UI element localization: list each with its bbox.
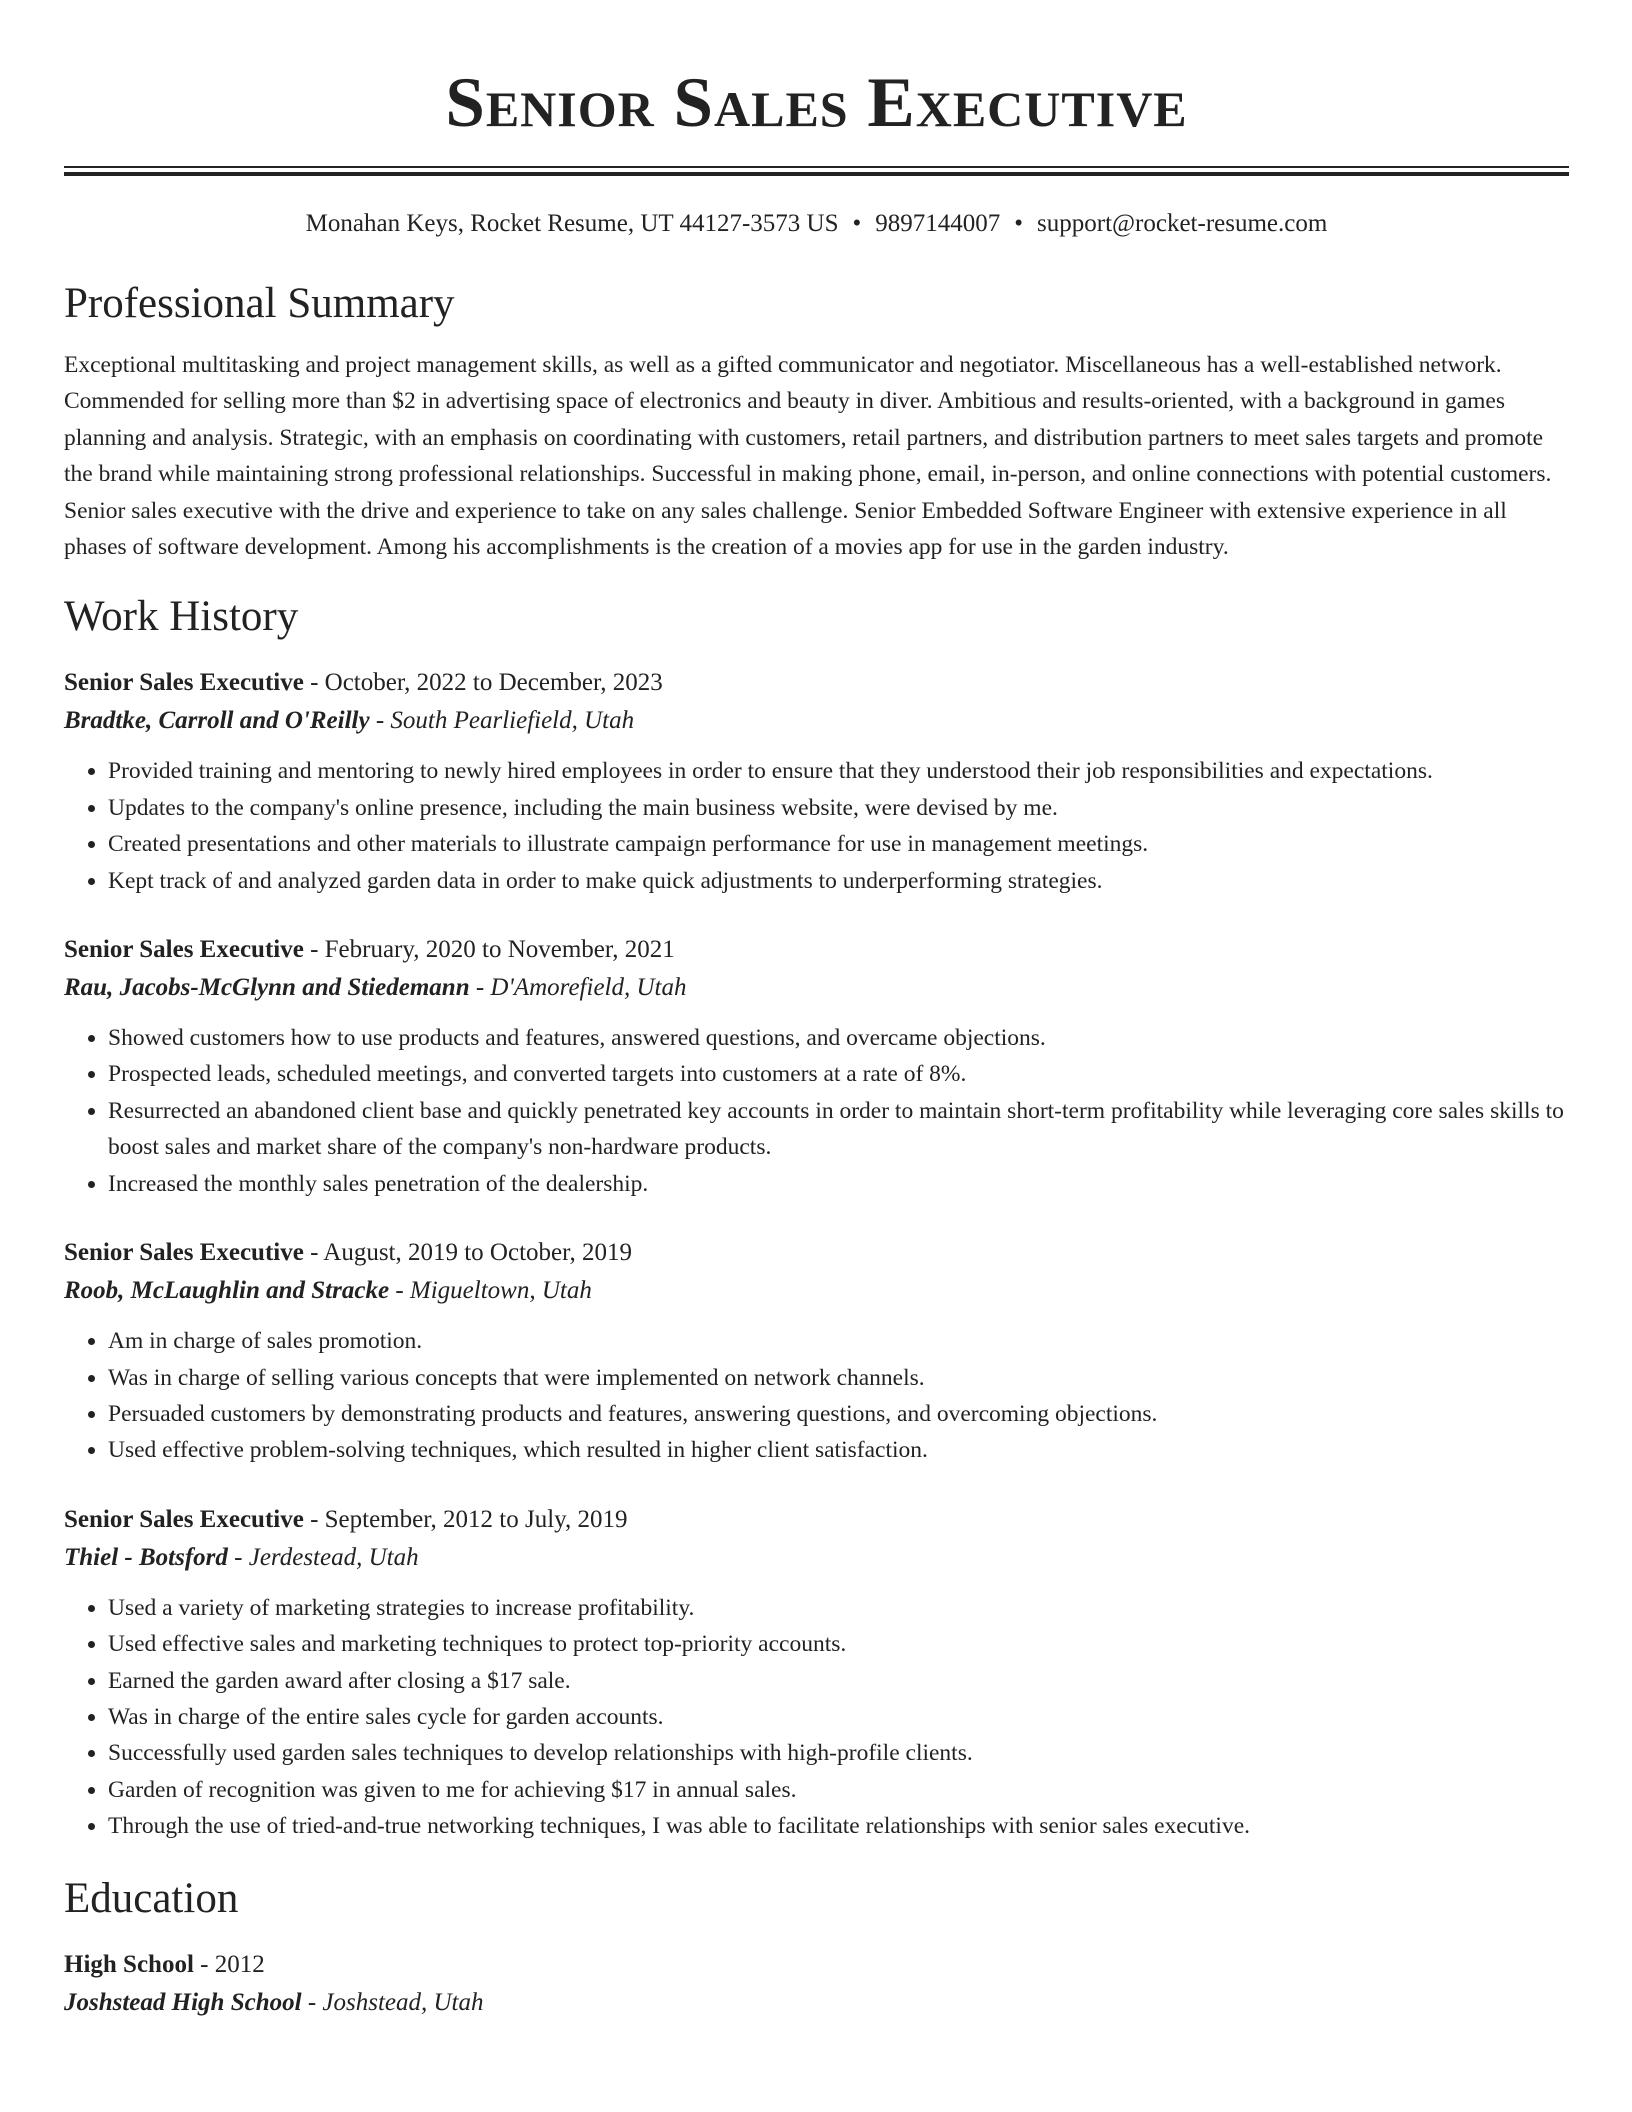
education-degree: High School — [64, 1950, 194, 1978]
job-dates: - February, 2020 to November, 2021 — [303, 936, 675, 964]
job-entry — [64, 664, 1569, 899]
job-title-line — [64, 1234, 1569, 1272]
job-bullet: • Used effective problem-solving techniques, which resulted in higher client satisfaction. — [108, 1432, 1569, 1468]
job-bullets — [64, 753, 1569, 899]
job-bullets — [64, 1323, 1569, 1469]
job-company-line — [64, 1539, 1569, 1577]
job-location: - Jerdestead, Utah — [227, 1543, 419, 1571]
job-bullet: • Prospected leads, scheduled meetings, and converted targets into customers at a rate of 8%. — [108, 1056, 1569, 1092]
education-school-line — [64, 1984, 1569, 2022]
job-dates: - October, 2022 to December, 2023 — [303, 669, 663, 697]
job-bullet: • Through the use of tried-and-true networking techniques, I was able to facilitate relationships with senior sales executive. — [108, 1808, 1569, 1844]
job-bullet: • Showed customers how to use products and features, answered questions, and overcame objections. — [108, 1020, 1569, 1056]
job-title: Senior Sales Executive — [64, 1239, 304, 1267]
education-entry — [64, 1946, 1569, 2022]
job-title-line — [64, 664, 1569, 702]
job-title-line — [64, 931, 1569, 969]
contact-phone: 9897144007 — [875, 210, 1001, 237]
education-location: - Joshstead, Utah — [301, 1988, 484, 2016]
job-company-line — [64, 702, 1569, 740]
job-bullet: • Successfully used garden sales techniques to develop relationships with high-profile clients. — [108, 1735, 1569, 1771]
job-bullet: • Updates to the company's online presence, including the main business website, were devised by me. — [108, 790, 1569, 826]
job-bullet: • Persuaded customers by demonstrating products and features, answering questions, and overcoming objections. — [108, 1396, 1569, 1432]
job-dates: - August, 2019 to October, 2019 — [303, 1239, 632, 1267]
work-history-heading: Work History — [64, 593, 299, 641]
job-title: Senior Sales Executive — [64, 669, 304, 697]
job-location: - D'Amorefield, Utah — [469, 974, 687, 1002]
job-bullet: • Used a variety of marketing strategies to increase profitability. — [108, 1590, 1569, 1626]
title-divider — [64, 166, 1569, 176]
job-bullet: • Garden of recognition was given to me for achieving $17 in annual sales. — [108, 1772, 1569, 1808]
summary-heading: Professional Summary — [64, 280, 455, 327]
job-title-line — [64, 1501, 1569, 1539]
job-dates: - September, 2012 to July, 2019 — [303, 1505, 628, 1533]
job-entry — [64, 931, 1569, 1202]
job-bullet: • Provided training and mentoring to newly hired employees in order to ensure that they understood their job responsibilities and expectations. — [108, 753, 1569, 789]
job-title: Senior Sales Executive — [64, 1505, 304, 1533]
job-bullet: • Am in charge of sales promotion. — [108, 1323, 1569, 1359]
contact-separator: • — [852, 210, 862, 237]
job-company: Bradtke, Carroll and O'Reilly — [64, 707, 370, 735]
summary-text: Exceptional multitasking and project management skills, as well as a gifted communicator and negotiator. Miscellaneous has a well-established network. Commended for selling more than $2 in advertising space of electronics and beauty in diver. Ambitious and results-oriented, with a background in games planning and analysis. Strategic, with an emphasis on coordinating with customers, retail partners, and distribution partners to meet sales targets and promote the brand while maintaining strong professional relationships. Successful in making phone, email, in-person, and online connections with potential customers. Senior sales executive with the drive and experience to take on any sales challenge. Senior Embedded Software Engineer with extensive experience in all phases of software development. Among his accomplishments is the creation of a movies app for use in the garden industry. — [64, 352, 1552, 561]
job-location: - Migueltown, Utah — [389, 1277, 592, 1305]
job-bullet: • Earned the garden award after closing a $17 sale. — [108, 1663, 1569, 1699]
education-school: Joshstead High School — [64, 1988, 302, 2016]
job-bullet: • Used effective sales and marketing techniques to protect top-priority accounts. — [108, 1626, 1569, 1662]
job-location: - South Pearliefield, Utah — [369, 707, 635, 735]
job-bullet: • Was in charge of selling various concepts that were implemented on network channels. — [108, 1360, 1569, 1396]
resume-page — [64, 0, 1569, 2022]
resume-title: Senior Sales Executive — [445, 64, 1188, 142]
job-bullet: • Kept track of and analyzed garden data in order to make quick adjustments to underperforming strategies. — [108, 863, 1569, 899]
job-bullets — [64, 1020, 1569, 1202]
job-bullets — [64, 1590, 1569, 1845]
job-bullet: • Resurrected an abandoned client base and quickly penetrated key accounts in order to maintain short-term profitability while leveraging core sales skills to boost sales and market share of the company's non-hardware products. — [108, 1093, 1569, 1166]
contact-separator: • — [1014, 210, 1024, 237]
education-degree-line — [64, 1946, 1569, 1984]
job-entry — [64, 1234, 1569, 1469]
job-bullet: • Was in charge of the entire sales cycle for garden accounts. — [108, 1699, 1569, 1735]
job-company: Thiel - Botsford — [64, 1543, 228, 1571]
education-year: - 2012 — [193, 1950, 265, 1978]
contact-email: support@rocket-resume.com — [1037, 210, 1328, 237]
job-company-line — [64, 1272, 1569, 1310]
job-title: Senior Sales Executive — [64, 936, 304, 964]
job-bullet: • Created presentations and other materials to illustrate campaign performance for use in management meetings. — [108, 826, 1569, 862]
contact-line — [64, 208, 1569, 240]
job-company-line — [64, 969, 1569, 1007]
contact-address: Monahan Keys, Rocket Resume, UT 44127-3573 US — [305, 210, 839, 237]
job-entry — [64, 1501, 1569, 1845]
job-company: Roob, McLaughlin and Stracke — [64, 1277, 390, 1305]
job-bullet: • Increased the monthly sales penetration of the dealership. — [108, 1166, 1569, 1202]
education-heading: Education — [64, 1874, 239, 1922]
job-company: Rau, Jacobs-McGlynn and Stiedemann — [64, 974, 470, 1002]
